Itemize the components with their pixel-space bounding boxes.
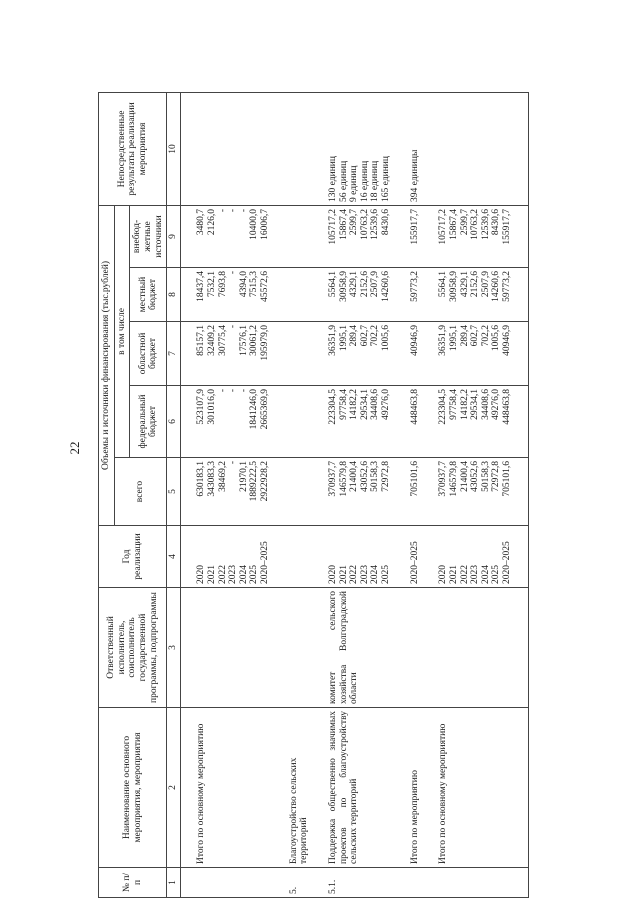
value: 1005,6 bbox=[491, 325, 502, 352]
extra-values bbox=[326, 205, 394, 267]
value: 50158,3 bbox=[480, 461, 491, 492]
year: 2023 bbox=[359, 565, 370, 584]
value: 10763,2 bbox=[470, 208, 481, 240]
value: 14182,2 bbox=[459, 389, 470, 420]
total-values bbox=[194, 458, 272, 526]
local-values bbox=[326, 268, 394, 322]
value: 523107,9 bbox=[196, 389, 207, 425]
regional-values bbox=[436, 322, 514, 386]
value: 223304,5 bbox=[327, 389, 338, 425]
header-regional: областной бюджет bbox=[130, 322, 167, 386]
result: 165 единиц bbox=[381, 156, 391, 202]
value: 146579,8 bbox=[448, 461, 459, 497]
value: 602,7 bbox=[470, 325, 481, 347]
year: 2020 bbox=[327, 565, 338, 584]
result: 9 единиц bbox=[349, 165, 360, 202]
value: 59773,2 bbox=[408, 268, 423, 322]
value: 2599,7 bbox=[349, 208, 360, 236]
value: 702,2 bbox=[480, 325, 491, 347]
value: - bbox=[228, 208, 239, 213]
row-name: Благоустройство сельских территорий bbox=[287, 708, 312, 868]
value: 59773,2 bbox=[502, 271, 512, 302]
value: 36351,9 bbox=[327, 325, 338, 356]
col-number: 7 bbox=[167, 322, 181, 386]
value: 2599,7 bbox=[459, 208, 470, 236]
table-row bbox=[436, 92, 514, 897]
year: 2024 bbox=[238, 565, 249, 584]
value: 40946,9 bbox=[502, 325, 512, 356]
value: 16006,7 bbox=[260, 208, 270, 240]
value: 1995,1 bbox=[448, 325, 459, 352]
value: 1889222,5 bbox=[249, 461, 260, 502]
row-number: 5.1. bbox=[326, 868, 394, 898]
table-row bbox=[287, 92, 312, 897]
value: 21400,4 bbox=[349, 461, 360, 492]
funding-table-sheet bbox=[98, 93, 638, 898]
col-number: 8 bbox=[167, 268, 181, 322]
value: 301016,0 bbox=[206, 389, 217, 425]
year: 2020–2025 bbox=[502, 541, 512, 584]
funding-table bbox=[98, 92, 529, 898]
value: - bbox=[228, 271, 239, 275]
value: 43052,6 bbox=[470, 461, 481, 492]
year-list bbox=[436, 526, 514, 588]
value: 30958,9 bbox=[338, 271, 349, 302]
header-total: всего bbox=[114, 458, 167, 526]
year: 2021 bbox=[448, 565, 459, 584]
year: 2022 bbox=[217, 565, 228, 584]
value: 30061,2 bbox=[249, 325, 260, 356]
result: 16 единиц bbox=[359, 160, 370, 202]
value: 5564,1 bbox=[438, 271, 449, 298]
value: 289,4 bbox=[349, 325, 360, 347]
header-including: в том числе bbox=[114, 205, 130, 457]
year: 2023 bbox=[228, 565, 239, 584]
table-row bbox=[326, 92, 394, 897]
local-values bbox=[436, 268, 514, 322]
value: 40946,9 bbox=[408, 322, 423, 386]
value: 85157,1 bbox=[196, 325, 207, 356]
col-number: 10 bbox=[167, 92, 181, 205]
value: 105717,2 bbox=[438, 208, 449, 245]
federal-values bbox=[436, 386, 514, 458]
value: 97758,4 bbox=[338, 389, 349, 420]
value: 2152,6 bbox=[359, 271, 370, 298]
value: 21400,4 bbox=[459, 461, 470, 492]
value: - bbox=[228, 389, 239, 393]
value: 289,4 bbox=[459, 325, 470, 347]
year: 2020 bbox=[196, 565, 207, 584]
federal-values bbox=[194, 386, 272, 458]
value: 15867,4 bbox=[448, 208, 459, 240]
header-federal: федеральный бюджет bbox=[130, 386, 167, 458]
local-values bbox=[194, 268, 272, 322]
value: 18437,4 bbox=[196, 271, 207, 302]
value: 30958,9 bbox=[448, 271, 459, 302]
value: 705101,6 bbox=[502, 461, 512, 497]
value: - bbox=[217, 389, 228, 393]
year: 2025 bbox=[249, 565, 260, 584]
value: 97758,4 bbox=[448, 389, 459, 420]
value: 4329,1 bbox=[459, 271, 470, 298]
value: 12539,6 bbox=[370, 208, 381, 240]
value: - bbox=[228, 461, 239, 465]
value: 30775,4 bbox=[217, 325, 228, 356]
row-name: Итого по основному мероприятию bbox=[194, 708, 272, 868]
header-no: № п/п bbox=[99, 868, 167, 898]
table-row bbox=[408, 92, 423, 897]
value: 4394,0 bbox=[238, 271, 249, 298]
value: 45572,6 bbox=[260, 271, 270, 302]
header-extra: внебюд-жетные источники bbox=[130, 205, 167, 267]
value: 2922928,2 bbox=[260, 461, 270, 502]
col-number: 1 bbox=[167, 868, 181, 898]
value: 49276,0 bbox=[491, 389, 502, 420]
col-number: 3 bbox=[167, 588, 181, 708]
col-number: 5 bbox=[167, 458, 181, 526]
value: 448463,8 bbox=[408, 386, 423, 458]
value: 15867,4 bbox=[338, 208, 349, 240]
value: - bbox=[217, 208, 228, 213]
results-list bbox=[326, 92, 394, 205]
extra-values bbox=[194, 205, 272, 267]
value: 702,2 bbox=[370, 325, 381, 347]
federal-values bbox=[326, 386, 394, 458]
row-name: Поддержка общественно значимых проектов по благоустройству сельских территорий bbox=[326, 708, 394, 868]
value: 36351,9 bbox=[438, 325, 449, 356]
year: 2024 bbox=[480, 565, 491, 584]
value: 8430,6 bbox=[381, 208, 391, 236]
year: 2025 bbox=[491, 565, 502, 584]
regional-values bbox=[194, 322, 272, 386]
value: 155917,7 bbox=[502, 208, 512, 245]
value: 2152,6 bbox=[470, 271, 481, 298]
year: 2024 bbox=[370, 565, 381, 584]
value: - bbox=[228, 325, 239, 329]
result: 394 единицы bbox=[408, 92, 423, 205]
value: 630183,1 bbox=[196, 461, 207, 497]
header-funding: Объемы и источники финансирования (тыс.рублей) bbox=[99, 205, 115, 525]
value: 10763,2 bbox=[359, 208, 370, 240]
value: 12539,6 bbox=[480, 208, 491, 240]
value: 38469,2 bbox=[217, 461, 228, 492]
value: 14260,6 bbox=[381, 271, 391, 302]
value: 7532,1 bbox=[206, 271, 217, 298]
regional-values bbox=[326, 322, 394, 386]
year: 2025 bbox=[381, 565, 391, 584]
year: 2023 bbox=[470, 565, 481, 584]
value: - bbox=[238, 208, 249, 213]
value: 195979,0 bbox=[260, 325, 270, 361]
year: 2022 bbox=[459, 565, 470, 584]
row-executor: комитет сельского хозяйства Волгоградской области bbox=[326, 588, 394, 708]
page-number: 22 bbox=[67, 441, 82, 455]
value: 3480,7 bbox=[196, 208, 207, 236]
total-values bbox=[436, 458, 514, 526]
value: 2507,9 bbox=[370, 271, 381, 298]
value: 343083,3 bbox=[206, 461, 217, 497]
extra-values bbox=[436, 205, 514, 267]
value: 5564,1 bbox=[327, 271, 338, 298]
value: 370937,7 bbox=[327, 461, 338, 497]
value: 8430,6 bbox=[491, 208, 502, 236]
row-name: Итого по мероприятию bbox=[408, 708, 423, 868]
value: 705101,6 bbox=[408, 458, 423, 526]
value: 146579,8 bbox=[338, 461, 349, 497]
value: 7515,3 bbox=[249, 271, 260, 298]
value: 223304,5 bbox=[438, 389, 449, 425]
value: 448463,8 bbox=[502, 389, 512, 425]
col-number: 6 bbox=[167, 386, 181, 458]
value: 72972,8 bbox=[491, 461, 502, 492]
value: 29534,1 bbox=[470, 389, 481, 420]
value: 29534,1 bbox=[359, 389, 370, 420]
row-name: Итого по основному мероприятию bbox=[436, 708, 514, 868]
value: 1995,1 bbox=[338, 325, 349, 352]
result: 130 единиц bbox=[327, 156, 338, 202]
value: 370937,7 bbox=[438, 461, 449, 497]
header-name: Наименование основного мероприятия, мероприятия bbox=[99, 708, 167, 868]
value: 49276,0 bbox=[381, 389, 391, 420]
value: 34408,6 bbox=[480, 389, 491, 420]
year: 2020–2025 bbox=[260, 541, 270, 584]
result: 18 единиц bbox=[370, 160, 381, 202]
value: 32409,2 bbox=[206, 325, 217, 356]
value: 602,7 bbox=[359, 325, 370, 347]
value: 2665369,9 bbox=[260, 389, 270, 430]
value: 4329,1 bbox=[349, 271, 360, 298]
value: 155917,7 bbox=[408, 205, 423, 267]
result: 56 единиц bbox=[338, 160, 349, 202]
total-values bbox=[326, 458, 394, 526]
value: 50158,3 bbox=[370, 461, 381, 492]
value: 14260,6 bbox=[491, 271, 502, 302]
header-results: Непосредственные результаты реализации мероприятия bbox=[99, 92, 167, 205]
col-number: 4 bbox=[167, 526, 181, 588]
header-year: Год реализации bbox=[99, 526, 167, 588]
value: 1841246,0 bbox=[249, 389, 260, 430]
row-number: 5. bbox=[287, 868, 312, 898]
year: 2021 bbox=[338, 565, 349, 584]
year: 2021 bbox=[206, 565, 217, 584]
year: 2020 bbox=[438, 565, 449, 584]
value: 2507,9 bbox=[480, 271, 491, 298]
value: 2126,0 bbox=[206, 208, 217, 236]
value: 21970,1 bbox=[238, 461, 249, 492]
value: 7693,8 bbox=[217, 271, 228, 298]
value: 14182,2 bbox=[349, 389, 360, 420]
year-list bbox=[326, 526, 394, 588]
value: 43052,6 bbox=[359, 461, 370, 492]
value: - bbox=[238, 389, 249, 393]
year: 2020–2025 bbox=[408, 526, 423, 588]
table-row bbox=[194, 92, 272, 897]
col-number: 2 bbox=[167, 708, 181, 868]
header-local: местный бюджет bbox=[130, 268, 167, 322]
year: 2022 bbox=[349, 565, 360, 584]
header-executor: Ответственный исполнитель, соисполнитель государственной программы, подпрограммы bbox=[99, 588, 167, 708]
value: 34408,6 bbox=[370, 389, 381, 420]
value: 105717,2 bbox=[327, 208, 338, 245]
col-number: 9 bbox=[167, 205, 181, 267]
value: 72972,8 bbox=[381, 461, 391, 492]
value: 1005,6 bbox=[381, 325, 391, 352]
value: 10400,0 bbox=[249, 208, 260, 240]
value: 17576,1 bbox=[238, 325, 249, 356]
year-list bbox=[194, 526, 272, 588]
